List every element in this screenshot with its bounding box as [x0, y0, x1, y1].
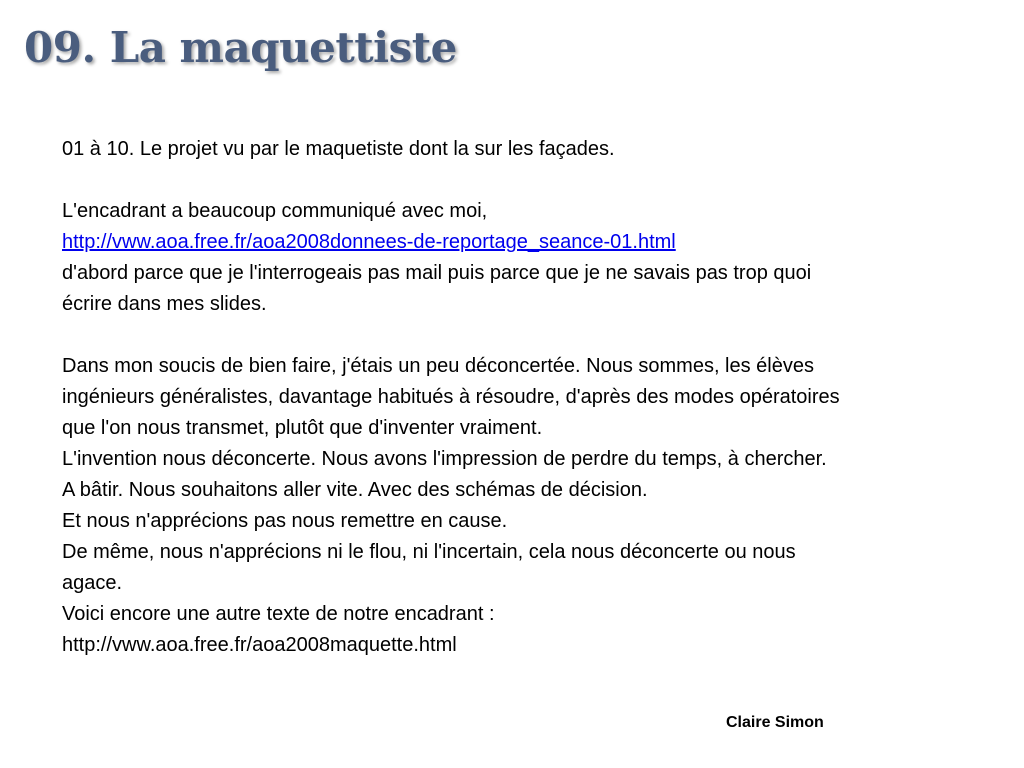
author-name: Claire Simon: [726, 714, 824, 731]
slide-title: 09. La maquettiste: [24, 23, 457, 72]
paragraph-1-line-3: d'abord parce que je l'interrogeais pas mail puis parce que je ne savais pas trop quoi: [62, 262, 812, 284]
reportage-link[interactable]: http://vww.aoa.free.fr/aoa2008donnees-de-reportage_seance-01.html: [62, 231, 676, 253]
intro-line: 01 à 10. Le projet vu par le maquetiste dont la sur les façades.: [62, 138, 615, 160]
maquette-url-text: http://vww.aoa.free.fr/aoa2008maquette.html: [62, 634, 457, 656]
paragraph-2-line-8: agace.: [62, 572, 123, 594]
slide-body: [62, 134, 982, 661]
paragraph-2-line-4: L'invention nous déconcerte. Nous avons l'impression de perdre du temps, à chercher.: [62, 448, 827, 470]
paragraph-spacer: [62, 165, 982, 196]
paragraph-2-line-2: ingénieurs généralistes, davantage habitués à résoudre, d'après des modes opératoires: [62, 386, 840, 408]
paragraph-2-line-5: A bâtir. Nous souhaitons aller vite. Avec des schémas de décision.: [62, 479, 648, 501]
paragraph-1-line-4: écrire dans mes slides.: [62, 293, 267, 315]
paragraph-2-line-7: De même, nous n'apprécions ni le flou, ni l'incertain, cela nous déconcerte ou nous: [62, 541, 796, 563]
paragraph-1-line-1: L'encadrant a beaucoup communiqué avec moi,: [62, 200, 488, 222]
paragraph-2-line-9: Voici encore une autre texte de notre encadrant :: [62, 603, 495, 625]
paragraph-2-line-6: Et nous n'apprécions pas nous remettre en cause.: [62, 510, 508, 532]
paragraph-spacer: [62, 320, 982, 351]
paragraph-2-line-3: que l'on nous transmet, plutôt que d'inventer vraiment.: [62, 417, 543, 439]
paragraph-2-line-1: Dans mon soucis de bien faire, j'étais un peu déconcertée. Nous sommes, les élèves: [62, 355, 814, 377]
